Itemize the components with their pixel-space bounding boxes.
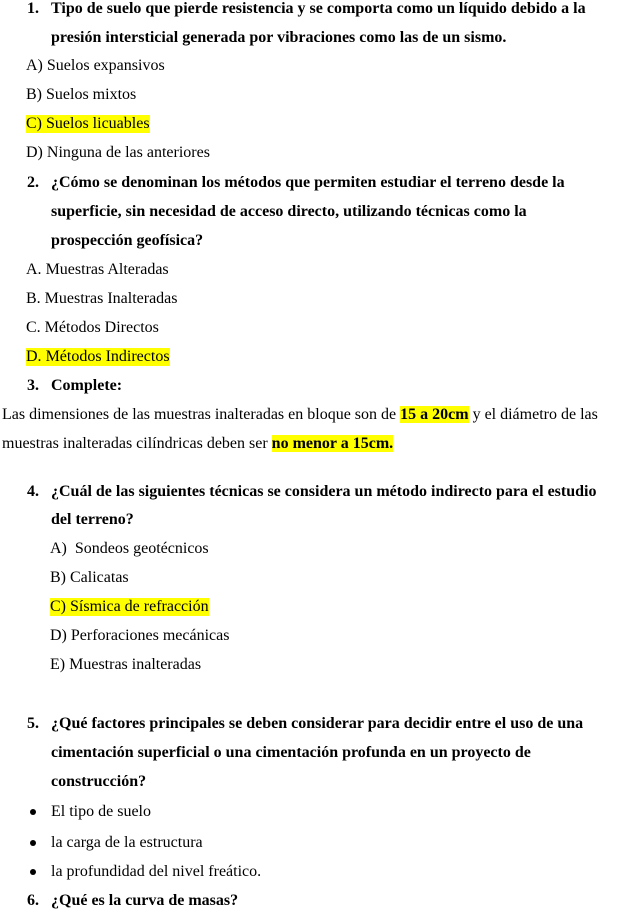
question-4-text-line-1: ¿Cuál de las siguientes técnicas se considera un método indirecto para el estudio xyxy=(51,483,597,500)
question-3-line-1-pre: Las dimensiones de las muestras inalteradas en bloque son de xyxy=(2,406,401,423)
question-3-title: Complete: xyxy=(51,377,123,394)
question-5-number: 5. xyxy=(27,715,39,732)
option-text: Muestras Inalteradas xyxy=(44,290,178,307)
option-letter: C) xyxy=(26,115,42,132)
question-6-text-line-1: ¿Qué es la curva de masas? xyxy=(51,892,239,909)
option-text: Suelos licuables xyxy=(46,115,150,132)
question-1-number: 1. xyxy=(27,0,39,17)
option-letter: B. xyxy=(26,290,41,307)
option-letter: B) xyxy=(50,569,66,586)
question-3-line-2 xyxy=(2,435,393,453)
question-5-text-line-1: ¿Qué factores principales se deben considerar para decidir entre el uso de una xyxy=(51,715,584,732)
question-3-line-1-post: y el diámetro de las xyxy=(468,406,598,423)
question-2-option-c xyxy=(26,319,159,337)
question-4-number: 4. xyxy=(27,483,39,500)
option-text: Muestras Alteradas xyxy=(45,261,169,278)
option-letter: B) xyxy=(26,86,42,103)
option-letter: D) xyxy=(26,144,43,161)
question-2-option-b xyxy=(26,290,178,308)
question-4-option-e xyxy=(50,656,201,674)
question-3-answer-1: 15 a 20cm xyxy=(400,406,469,423)
question-5-text-line-2: cimentación superficial o una cimentación profunda en un proyecto de xyxy=(51,744,531,761)
question-5-text-line-3: construcción? xyxy=(51,773,147,790)
question-1-text-line-1: Tipo de suelo que pierde resistencia y se comporta como un líquido debido a la xyxy=(51,0,586,17)
bullet-icon xyxy=(30,869,36,875)
question-2-option-a xyxy=(26,261,169,279)
option-letter: A) xyxy=(50,540,67,557)
bullet-icon xyxy=(30,840,36,846)
option-letter: A) xyxy=(26,57,43,74)
question-1-option-a xyxy=(26,57,165,75)
option-text: Métodos Directos xyxy=(44,319,159,336)
option-text: Sísmica de refracción xyxy=(70,598,209,615)
question-1-text-line-2: presión intersticial generada por vibraciones como las de un sismo. xyxy=(51,29,507,46)
question-5-bullet-1: El tipo de suelo xyxy=(51,803,151,820)
option-text: Perforaciones mecánicas xyxy=(70,627,230,644)
bullet-icon xyxy=(30,809,36,815)
question-3-line-2-pre: muestras inalteradas cilíndricas deben ser xyxy=(2,435,272,452)
question-4-option-d xyxy=(50,627,229,645)
question-2-number: 2. xyxy=(27,174,39,191)
question-6-number: 6. xyxy=(27,892,39,909)
question-3-number: 3. xyxy=(27,377,39,394)
option-letter: D) xyxy=(50,627,67,644)
option-letter: C. xyxy=(26,319,41,336)
question-1-option-b xyxy=(26,86,136,104)
option-text: Ninguna de las anteriores xyxy=(46,144,210,161)
question-2-option-d-selected xyxy=(26,348,170,366)
option-text: Calicatas xyxy=(70,569,129,586)
question-3-line-1 xyxy=(2,406,598,424)
option-letter: D. xyxy=(26,348,42,365)
option-letter: C) xyxy=(50,598,66,615)
question-1-option-d xyxy=(26,144,210,162)
question-4-text-line-2: del terreno? xyxy=(51,511,134,528)
question-5-bullet-3: la profundidad del nivel freático. xyxy=(51,863,262,880)
question-5-bullet-2: la carga de la estructura xyxy=(51,834,203,851)
question-2-text-line-2: superficie, sin necesidad de acceso directo, utilizando técnicas como la xyxy=(51,203,527,220)
question-1-option-c-selected xyxy=(26,115,150,133)
question-2-text-line-1: ¿Cómo se denominan los métodos que permiten estudiar el terreno desde la xyxy=(51,174,565,191)
option-text: Sondeos geotécnicos xyxy=(74,540,209,557)
option-letter: A. xyxy=(26,261,42,278)
question-2-text-line-3: prospección geofísica? xyxy=(51,232,204,249)
question-4-option-b xyxy=(50,569,129,587)
question-4-option-a xyxy=(50,540,209,558)
option-letter: E) xyxy=(50,656,66,673)
option-text: Métodos Indirectos xyxy=(45,348,170,365)
option-text: Muestras inalteradas xyxy=(69,656,202,673)
option-text: Suelos expansivos xyxy=(46,57,165,74)
option-text: Suelos mixtos xyxy=(46,86,137,103)
question-4-option-c-selected xyxy=(50,598,209,616)
question-3-answer-2: no menor a 15cm. xyxy=(271,435,394,452)
